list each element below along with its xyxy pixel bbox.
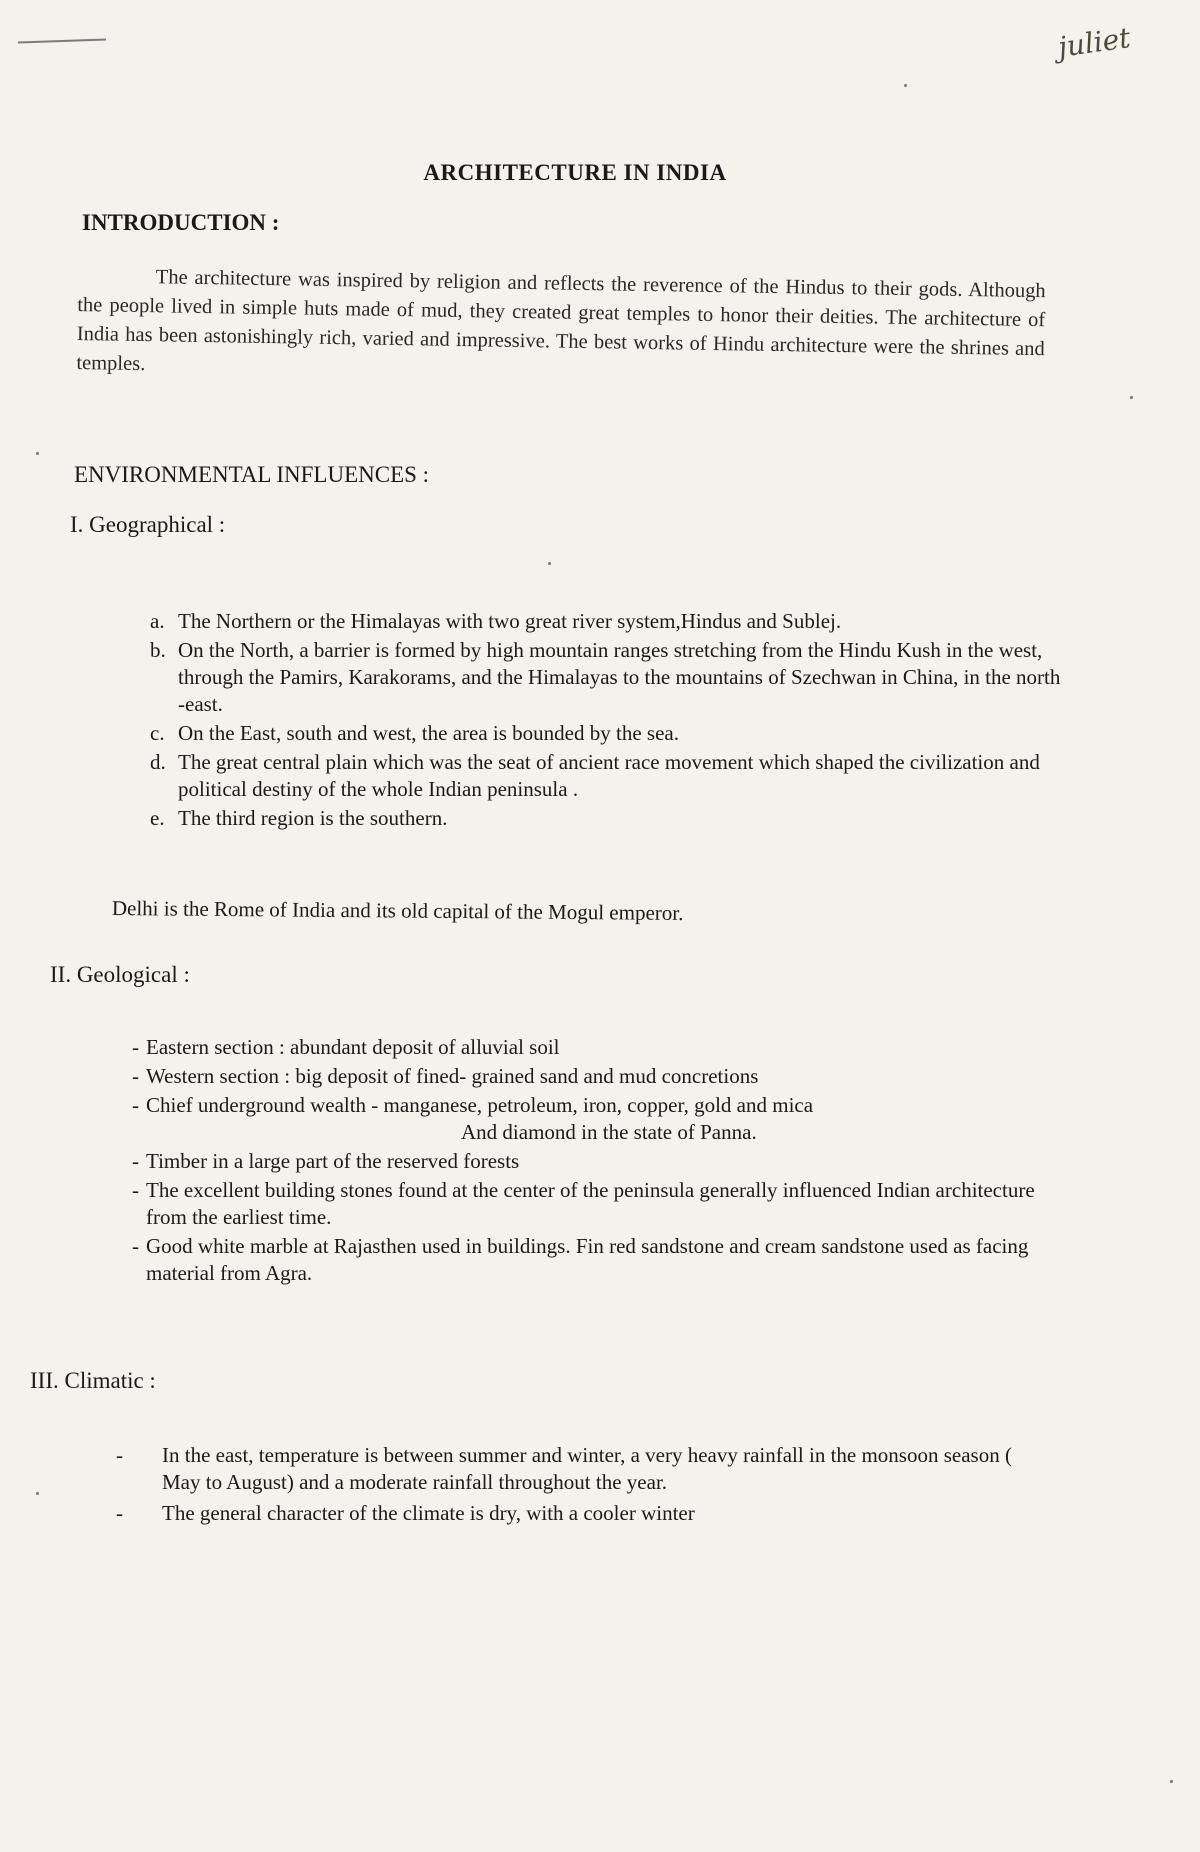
speck — [36, 1492, 39, 1495]
list-item-text: Western section : big deposit of fined- grained sand and mud concretions — [146, 1064, 759, 1088]
list-item-text: The great central plain which was the seat of ancient race movement which shaped the civilization and political destiny of the whole Indian peninsula . — [178, 750, 1040, 801]
environmental-influences-heading: ENVIRONMENTAL INFLUENCES : — [74, 462, 430, 487]
paragraph-indent — [78, 282, 156, 283]
list-item — [132, 1063, 1072, 1090]
speck — [36, 452, 39, 455]
pen-scratch-mark — [18, 38, 106, 43]
document-title: ARCHITECTURE IN INDIA — [423, 160, 727, 185]
list-item-text: The excellent building stones found at the center of the peninsula generally influenced Indian architecture from the earliest time. — [146, 1178, 1035, 1229]
list-marker: e. — [150, 806, 165, 830]
list-item-text: The third region is the southern. — [178, 806, 448, 830]
list-item — [132, 1177, 1072, 1231]
list-item-text: Good white marble at Rajasthen used in buildings. Fin red sandstone and cream sandstone used as facing material from Agra. — [146, 1234, 1029, 1285]
list-item-continuation: And diamond in the state of Panna. — [461, 1120, 757, 1144]
speck — [1170, 1780, 1173, 1783]
list-marker: - — [116, 1443, 123, 1467]
climatic-heading: III. Climatic : — [30, 1368, 156, 1393]
list-item — [132, 1034, 1072, 1061]
introduction-text: The architecture was inspired by religion and reflects the reverence of the Hindus to their gods. Although the people lived in simple huts made of mud, they created great temples to honor their deities. The architecture of India has been astonishingly rich, varied and impressive. The best works of Hindu architecture were the shrines and temples. — [76, 266, 1046, 376]
list-item-text: The Northern or the Himalayas with two great river system,Hindus and Sublej. — [178, 609, 842, 633]
geographical-list — [150, 608, 1065, 834]
speck — [904, 84, 907, 87]
list-item-text: Chief underground wealth - manganese, petroleum, iron, copper, gold and mica — [146, 1093, 814, 1117]
list-item-text: Eastern section : abundant deposit of alluvial soil — [146, 1035, 560, 1059]
list-item — [150, 805, 1065, 832]
list-item — [132, 1148, 1072, 1175]
geological-list — [132, 1034, 1072, 1289]
list-item — [116, 1442, 1046, 1496]
list-item-text: On the North, a barrier is formed by high mountain ranges stretching from the Hindu Kush in the west, through the Pamirs, Karakorams, and the Himalayas to the mountains of Szechwan in China, in the north -east. — [178, 638, 1061, 716]
list-item — [150, 637, 1065, 718]
list-item-text: The general character of the climate is dry, with a cooler winter — [162, 1501, 695, 1525]
list-item — [132, 1233, 1072, 1287]
geological-heading: II. Geological : — [50, 962, 190, 987]
delhi-note: Delhi is the Rome of India and its old capital of the Mogul emperor. — [111, 896, 684, 925]
introduction-heading: INTRODUCTION : — [82, 210, 280, 235]
list-marker: b. — [150, 638, 166, 662]
speck — [548, 562, 551, 565]
list-marker: - — [132, 1149, 139, 1173]
list-item-text: In the east, temperature is between summer and winter, a very heavy rainfall in the monsoon season ( May to August) and a moderate rainfall throughout the year. — [162, 1443, 1012, 1494]
list-marker: - — [132, 1178, 139, 1202]
list-item — [150, 749, 1065, 803]
handwritten-margin-note: juliet — [1056, 21, 1133, 64]
list-marker: - — [132, 1093, 139, 1117]
list-marker: - — [116, 1501, 123, 1525]
list-item — [150, 720, 1065, 747]
introduction-paragraph — [76, 262, 1046, 393]
list-marker: - — [132, 1234, 139, 1258]
list-marker: - — [132, 1035, 139, 1059]
list-item — [116, 1500, 1046, 1527]
climatic-list — [116, 1442, 1046, 1531]
list-marker: - — [132, 1064, 139, 1088]
list-item-text: Timber in a large part of the reserved forests — [146, 1149, 520, 1173]
list-item-text: On the East, south and west, the area is bounded by the sea. — [178, 721, 679, 745]
list-item — [150, 608, 1065, 635]
speck — [1130, 396, 1133, 399]
list-marker: c. — [150, 721, 165, 745]
geographical-heading: I. Geographical : — [70, 512, 226, 537]
list-marker: d. — [150, 750, 166, 774]
list-item — [132, 1092, 1072, 1146]
list-marker: a. — [150, 609, 165, 633]
